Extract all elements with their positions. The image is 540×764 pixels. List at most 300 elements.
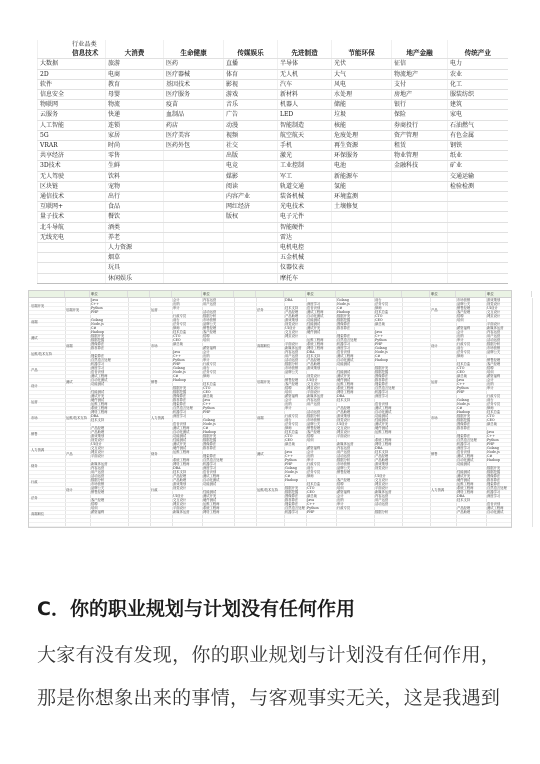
job-position-cell: 产品助理 [91, 430, 105, 435]
table-cell [392, 243, 448, 253]
job-position-cell: 法务专员 [173, 322, 187, 327]
job-position-cell: 行政专员 [337, 506, 351, 511]
job-position-cell: 律师 [307, 474, 314, 479]
job-position-cell: 系统工程师 [337, 386, 354, 391]
job-position-cell: 数据挖掘 [173, 390, 187, 395]
job-position-cell: 会计 [173, 298, 180, 303]
table-cell [224, 263, 278, 273]
table-cell: 人力资源 [106, 243, 164, 253]
table-cell [164, 263, 224, 273]
job-subgroup-label: 运维/技术支持 [257, 488, 278, 492]
job-position-cell: 培训 [285, 390, 292, 395]
table-cell [392, 273, 448, 283]
job-position-cell: C# [487, 454, 493, 459]
table-cell: 音乐 [224, 100, 278, 110]
table-cell [448, 243, 508, 253]
table-cell [392, 263, 448, 273]
job-position-cell: 市场营销 [91, 482, 105, 487]
job-position-cell: 游戏策划 [337, 414, 351, 419]
job-position-cell: 产品经理 [91, 426, 105, 431]
job-position-cell: 图像算法 [203, 442, 217, 447]
job-position-cell: 审计 [487, 386, 494, 391]
table-cell: 家电 [448, 110, 508, 120]
job-position-cell: 数据开发 [91, 334, 105, 339]
column-header: 地产金融 [392, 49, 448, 59]
job-position-cell: 硬件测试 [91, 398, 105, 403]
job-position-cell: 出纳 [457, 334, 464, 339]
job-subgroup-label: 行政 [151, 488, 158, 492]
job-position-cell: Golang [285, 466, 297, 471]
job-position-cell: Hadoop [337, 310, 351, 315]
job-position-cell: 网页设计 [285, 334, 299, 339]
job-position-cell: 产品经理 [307, 358, 321, 363]
table-cell: 家居 [106, 130, 164, 140]
table-cell: 基因技术 [164, 79, 224, 89]
column-header: 传媒娱乐 [224, 49, 278, 59]
job-position-cell: C# [285, 474, 291, 479]
job-position-cell: 内容运营 [337, 446, 351, 451]
table-cell: 风电 [332, 79, 392, 89]
job-position-cell: 自动化测试 [337, 358, 354, 363]
job-position-cell: 副总裁 [173, 342, 183, 347]
job-position-cell: 内容运营 [375, 494, 389, 499]
job-position-cell: 市场营销 [457, 298, 471, 303]
job-table-column-divider [234, 298, 235, 527]
job-position-cell: 用户运营 [337, 450, 351, 455]
job-position-cell: PHP [487, 442, 495, 447]
table-cell: 网红经济 [224, 202, 278, 212]
table-row [38, 243, 508, 253]
job-position-cell: 用户运营 [307, 402, 321, 407]
job-position-cell: 数据挖掘 [375, 370, 389, 375]
table-cell [164, 161, 224, 171]
table-row [38, 110, 508, 120]
job-position-cell: 图像算法 [173, 394, 187, 399]
table-cell: 农业 [448, 69, 508, 79]
table-cell: 房地产 [392, 90, 448, 100]
job-table-column-header [128, 291, 150, 297]
job-position-cell: 搜索算法 [173, 402, 187, 407]
table-cell: 摩托车 [278, 273, 332, 283]
job-position-cell: 数据分析 [285, 362, 299, 367]
job-position-cell: 新媒体运营 [91, 462, 108, 467]
job-position-cell: 行政专员 [457, 342, 471, 347]
job-position-cell: 会计 [487, 378, 494, 383]
job-position-cell: 培训 [337, 486, 344, 491]
job-position-cell: 自动化测试 [91, 378, 108, 383]
job-position-cell: 图像算法 [457, 422, 471, 427]
job-position-cell: 内容运营 [487, 330, 501, 335]
job-position-cell: 语音识别 [173, 422, 187, 427]
job-position-cell: 法务专员 [487, 402, 501, 407]
table-cell: 内容产业 [224, 192, 278, 202]
job-position-cell: 用户运营 [285, 354, 299, 359]
job-position-cell: 客户经理 [457, 310, 471, 315]
job-table-column-header: 职位 [306, 291, 336, 297]
table-cell: 大气 [332, 69, 392, 79]
job-position-cell: 系统工程师 [457, 486, 474, 491]
job-position-cell: Golang [91, 318, 103, 323]
table-row [38, 141, 508, 151]
job-position-cell: C++ [457, 382, 466, 387]
job-position-cell: PHP [91, 310, 99, 315]
job-position-cell: 法务专员 [203, 370, 217, 375]
table-row [38, 120, 508, 130]
job-position-cell: 内容运营 [307, 398, 321, 403]
job-position-cell: Golang [457, 398, 469, 403]
table-cell: 医疗器械 [164, 69, 224, 79]
job-group-label: 测试 [31, 336, 38, 340]
job-position-cell: 律师 [173, 326, 180, 331]
job-position-cell: CTO [203, 386, 211, 391]
job-position-cell: 活动运营 [285, 358, 299, 363]
industry-category-table [37, 40, 507, 284]
job-subgroup-label: 高端职位 [257, 344, 271, 348]
job-position-cell: 自然语言处理 [203, 458, 223, 463]
job-position-cell: 深度学习 [203, 466, 217, 471]
table-cell [332, 263, 392, 273]
job-position-cell: 销售经理 [457, 306, 471, 311]
table-cell: 汽车 [278, 79, 332, 89]
paragraph-line: 大家有没有发现，你的职业规划与计划没有任何作用， [37, 644, 501, 666]
job-position-cell: 行政专员 [173, 314, 187, 319]
job-position-cell: DBA [285, 298, 293, 303]
job-position-cell: 功能测试 [307, 318, 321, 323]
table-cell: 版权 [224, 212, 278, 222]
table-cell: 工业控制 [278, 161, 332, 171]
job-position-cell: 市场营销 [307, 418, 321, 423]
table-cell: 共享经济 [38, 151, 106, 161]
job-position-cell: 视觉设计 [307, 374, 321, 379]
table-row [38, 263, 508, 273]
job-table-column-header: 职位 [90, 291, 128, 297]
job-position-cell: 平面设计 [91, 454, 105, 459]
table-cell [448, 253, 508, 263]
job-position-cell: 平面设计 [487, 322, 501, 327]
job-subgroup-label: 法务 [257, 308, 264, 312]
table-cell: 交通运输 [448, 171, 508, 181]
job-table-column-header [150, 291, 172, 297]
job-subgroup-label: 运营 [431, 380, 438, 384]
job-position-cell: 技术支持 [307, 354, 321, 359]
job-position-cell: 招聘 [337, 482, 344, 487]
job-position-cell: 网络工程师 [203, 510, 220, 515]
job-position-cell: 审计 [457, 338, 464, 343]
job-position-cell: 网页设计 [375, 482, 389, 487]
job-position-cell: 前台 [457, 346, 464, 351]
job-group-label: 销售 [31, 432, 38, 436]
table-row [38, 253, 508, 263]
job-position-cell: Node.js [285, 470, 298, 475]
job-position-cell: 客户经理 [91, 498, 105, 503]
job-position-cell: 副总裁 [487, 422, 497, 427]
job-position-cell: 销售经理 [337, 470, 351, 475]
job-position-cell: CEO [457, 370, 465, 375]
job-position-cell: 副总裁 [285, 442, 295, 447]
job-position-cell: 网页设计 [91, 450, 105, 455]
job-position-cell: Node.js [375, 350, 388, 355]
job-position-cell: Python [203, 406, 215, 411]
job-position-cell: 硬件测试 [375, 426, 389, 431]
job-position-cell: 测试工程师 [173, 426, 190, 431]
table-cell: 有色金属 [448, 130, 508, 140]
table-cell: 新能源车 [332, 171, 392, 181]
job-position-cell: CEO [203, 390, 211, 395]
job-position-cell: Java [375, 330, 383, 335]
job-position-cell: 网络工程师 [337, 390, 354, 395]
job-position-cell: PHP [307, 510, 315, 515]
table-cell: 服装纺织 [448, 90, 508, 100]
table-cell: 券商投行 [392, 120, 448, 130]
job-position-cell: 交互设计 [91, 446, 105, 451]
table-cell: 血制品 [164, 110, 224, 120]
job-position-cell: 销售经理 [285, 378, 299, 383]
job-position-cell: DBA [457, 494, 465, 499]
job-position-cell: 新媒体运营 [375, 490, 392, 495]
table-cell: 再生资源 [332, 141, 392, 151]
job-position-cell: 搜索算法 [285, 502, 299, 507]
job-position-cell: 平面设计 [173, 506, 187, 511]
table-cell: 零售 [106, 151, 164, 161]
job-position-cell: Python [173, 358, 185, 363]
job-position-cell: 自动化测试 [487, 510, 504, 515]
table-cell [164, 273, 224, 283]
job-position-cell: Golang [203, 418, 215, 423]
job-position-cell: 数据分析 [337, 458, 351, 463]
table-cell: 通信技术 [38, 192, 106, 202]
job-position-cell: 会计 [307, 450, 314, 455]
table-cell: 钢铁 [448, 141, 508, 151]
job-position-cell: 审计 [307, 458, 314, 463]
job-position-cell: 用户运营 [91, 470, 105, 475]
job-position-cell: 运维工程师 [91, 402, 108, 407]
table-cell: 电力 [448, 59, 508, 69]
table-cell: 连锁 [106, 120, 164, 130]
job-position-cell: 网络工程师 [173, 462, 190, 467]
table-cell: 雷达 [278, 232, 332, 242]
job-position-cell: 交互设计 [285, 330, 299, 335]
job-position-cell: 客户经理 [285, 382, 299, 387]
table-cell: 物流地产 [392, 69, 448, 79]
job-position-cell: Python [307, 506, 319, 511]
job-position-cell: 自然语言处理 [173, 406, 193, 411]
job-position-cell: 机器学习 [457, 442, 471, 447]
job-position-cell: Node.js [487, 450, 500, 455]
job-position-cell: 性能测试 [91, 390, 105, 395]
job-position-cell: 语音识别 [203, 470, 217, 475]
job-position-cell: 游戏策划 [487, 298, 501, 303]
table-cell: 环保服务 [332, 151, 392, 161]
job-position-cell: 技术支持 [285, 306, 299, 311]
table-cell [164, 253, 224, 263]
job-table-header [29, 291, 511, 298]
job-subgroup-label: 销售 [431, 452, 438, 456]
table-cell [448, 212, 508, 222]
job-position-cell: 测试工程师 [487, 506, 504, 511]
job-position-cell: CTO [173, 334, 181, 339]
table-cell: 北斗导航 [38, 222, 106, 232]
job-position-cell: 交互设计 [375, 478, 389, 483]
job-position-cell: 培训 [91, 506, 98, 511]
job-position-cell: CEO [285, 438, 293, 443]
job-position-cell: C++ [487, 434, 496, 439]
job-table-row-line [29, 526, 511, 527]
job-position-cell: 深度学习 [91, 366, 105, 371]
table-cell: 出版 [224, 151, 278, 161]
job-position-cell: 搜索算法 [203, 454, 217, 459]
job-position-cell: 活动运营 [203, 310, 217, 315]
job-position-cell: Java [203, 398, 211, 403]
job-group-label: 行政 [31, 480, 38, 484]
job-position-cell: 招聘 [487, 366, 494, 371]
job-position-cell: 内容运营 [91, 466, 105, 471]
table-cell: 食品 [106, 202, 164, 212]
job-position-cell: 薪资福利 [337, 490, 351, 495]
table-cell: 石油燃气 [448, 120, 508, 130]
job-position-cell: 培训 [487, 370, 494, 375]
job-table-column-header [256, 291, 284, 297]
table-cell [164, 232, 224, 242]
table-cell [224, 253, 278, 263]
job-position-cell: 自动化测试 [375, 410, 392, 415]
table-cell [332, 273, 392, 283]
job-table-column-header [234, 291, 256, 297]
job-position-cell: 性能测试 [203, 490, 217, 495]
job-position-cell: 技术支持 [173, 470, 187, 475]
job-position-cell: 数据分析 [203, 314, 217, 319]
job-position-cell: 产品助理 [285, 314, 299, 319]
job-position-cell: C++ [307, 502, 316, 507]
job-position-cell: CEO [307, 490, 315, 495]
job-position-cell: Java [91, 298, 99, 303]
job-position-cell: 测试工程师 [307, 310, 324, 315]
job-position-cell: 机器学习 [91, 362, 105, 367]
job-position-cell: 交互设计 [173, 498, 187, 503]
job-position-cell: 数据开发 [457, 414, 471, 419]
job-position-cell: 用户运营 [487, 334, 501, 339]
job-position-cell: 测试开发 [173, 442, 187, 447]
table-cell [164, 202, 224, 212]
table-cell [332, 212, 392, 222]
table-cell: 无人机 [278, 69, 332, 79]
job-table-row-line [29, 518, 511, 519]
job-position-cell: Hadoop [203, 430, 217, 435]
job-position-cell: 自然语言处理 [457, 438, 477, 443]
job-position-cell: 网络工程师 [375, 442, 392, 447]
table-cell: 电机电控 [278, 243, 332, 253]
job-position-cell: 活动运营 [337, 454, 351, 459]
job-position-cell: Python [487, 438, 499, 443]
job-position-cell: 硬件测试 [307, 330, 321, 335]
job-position-cell: 机器学习 [203, 462, 217, 467]
job-position-cell: UI设计 [375, 474, 386, 479]
job-position-cell: 产品助理 [337, 410, 351, 415]
job-position-cell: 会计 [203, 350, 210, 355]
table-cell: 酒类 [106, 222, 164, 232]
table-cell: 疫苗 [164, 100, 224, 110]
job-subgroup-label: 运营 [151, 308, 158, 312]
job-position-cell: 自动化测试 [457, 458, 474, 463]
table-row [38, 192, 508, 202]
job-position-cell: 行政专员 [203, 362, 217, 367]
job-position-cell: 产品助理 [173, 478, 187, 483]
table-cell: 母婴 [106, 90, 164, 100]
job-position-cell: 测试开发 [307, 326, 321, 331]
table-cell: 物联网 [38, 100, 106, 110]
job-table-column-divider [65, 298, 66, 527]
job-position-cell: 销售经理 [307, 426, 321, 431]
job-position-cell: 系统工程师 [203, 506, 220, 511]
table-row [38, 181, 508, 191]
job-position-cell: 图像算法 [487, 474, 501, 479]
job-position-cell: 推荐算法 [457, 426, 471, 431]
job-position-cell: 搜索算法 [337, 334, 351, 339]
job-position-cell: 市场营销 [337, 462, 351, 467]
job-position-cell: 运维工程师 [307, 338, 324, 343]
table-cell: 银行 [392, 100, 448, 110]
job-subgroup-label: 设计 [431, 344, 438, 348]
job-position-cell: 数据分析 [487, 342, 501, 347]
table-row [38, 273, 508, 283]
job-position-cell: 游戏策划 [375, 462, 389, 467]
job-position-cell: 性能测试 [173, 438, 187, 443]
table-cell [164, 212, 224, 222]
table-cell: 轨道交通 [278, 181, 332, 191]
job-position-cell: Java [173, 350, 181, 355]
table-cell: 智能硬件 [278, 222, 332, 232]
job-subgroup-label: 后端开发 [66, 308, 80, 312]
job-position-cell: 会计 [457, 330, 464, 335]
table-row [38, 202, 508, 212]
job-position-cell: 招聘 [307, 434, 314, 439]
job-position-cell: C# [375, 354, 381, 359]
table-cell: 五金机械 [278, 253, 332, 263]
job-position-cell: 网络工程师 [91, 410, 108, 415]
job-position-cell: 品牌公关 [307, 422, 321, 427]
job-position-cell: Hadoop [173, 378, 187, 383]
job-position-cell: 硬件测试 [337, 378, 351, 383]
job-group-label: 高端职位 [31, 512, 45, 516]
job-position-cell: 技术总监 [375, 310, 389, 315]
job-position-cell: 培训 [457, 318, 464, 323]
job-table-column-header [402, 291, 430, 297]
table-cell: 人工智能 [38, 120, 106, 130]
job-position-cell: 律师 [285, 426, 292, 431]
job-position-cell: 数据挖掘 [203, 438, 217, 443]
job-position-cell: 游戏策划 [307, 366, 321, 371]
table-cell: 装备机械 [278, 192, 332, 202]
table-cell [332, 232, 392, 242]
job-position-cell: 硬件测试 [203, 498, 217, 503]
table-cell: 5G [38, 130, 106, 140]
job-position-cell: 审计 [203, 358, 210, 363]
table-cell: 广告 [224, 110, 278, 120]
job-position-cell: 语音识别 [337, 350, 351, 355]
table-cell: 大数据 [38, 59, 106, 69]
job-position-cell: 数据挖掘 [285, 490, 299, 495]
job-position-cell: 新媒体运营 [173, 510, 190, 515]
job-position-cell: 招聘 [91, 502, 98, 507]
column-header: 生命健康 [164, 49, 224, 59]
job-group-label: 产品 [31, 368, 38, 372]
job-position-cell: 薪资福利 [91, 510, 105, 515]
table-row [38, 79, 508, 89]
job-position-cell: 技术总监 [173, 330, 187, 335]
job-group-label: 后端开发 [31, 304, 45, 308]
table-cell: 时尚 [106, 141, 164, 151]
table-cell: 物业管理 [392, 151, 448, 161]
table-cell [224, 243, 278, 253]
